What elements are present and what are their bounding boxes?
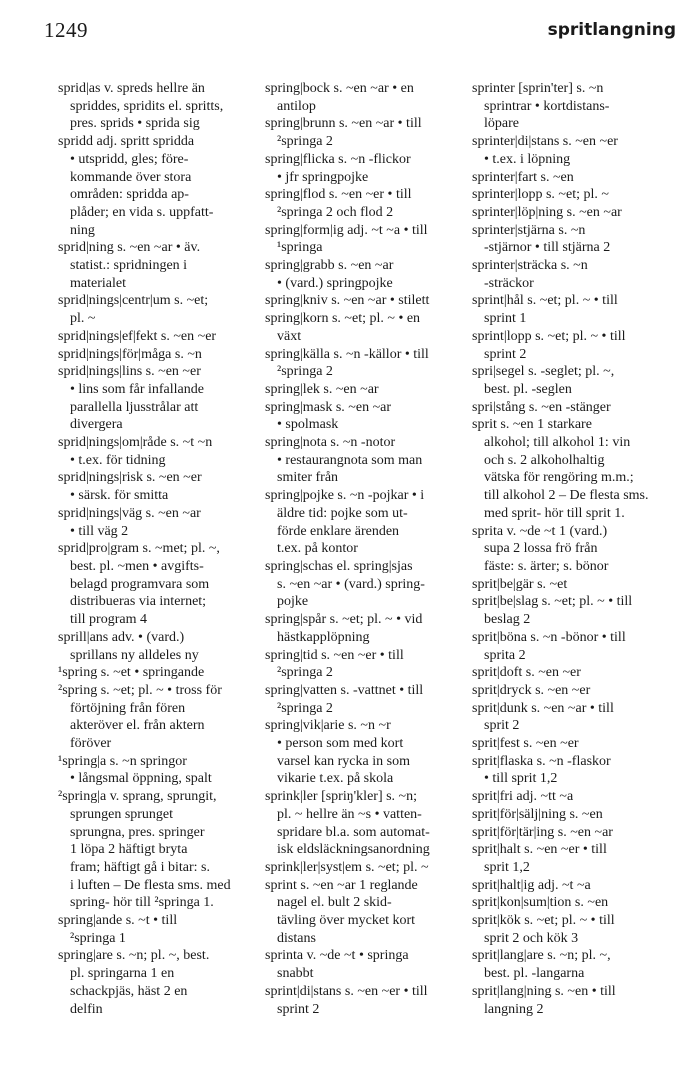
dictionary-entry: sprid|nings|väg s. ~en ~ar • till väg 2 [58, 505, 201, 539]
dictionary-entry: sprink|ler [spriŋ'kler] s. ~n; pl. ~ hellre än ~s • vatten- spridare bl.a. som automat- isk eldsläckningsanordning [265, 789, 430, 858]
dictionary-entry: sprid|nings|centr|um s. ~et; pl. ~ [58, 293, 209, 327]
dictionary-entry: spring|ande s. ~t • till ²springa 1 [58, 913, 178, 946]
dictionary-entry: ²spring s. ~et; pl. ~ • tross för förtöjning från fören akteröver el. från aktern föröver [58, 682, 222, 752]
dictionary-entry: spring|flicka s. ~n -flickor • jfr springpojke [265, 151, 411, 185]
dictionary-entry: spring|spår s. ~et; pl. ~ • vid hästkapplöpning [265, 612, 423, 645]
dictionary-entry: spring|tid s. ~en ~er • till ²springa 2 [265, 647, 404, 681]
dictionary-entry: sprita v. ~de ~t 1 (vard.) supa 2 lossa frö från fäste: s. ärter; s. bönor [472, 523, 609, 574]
dictionary-entry: spring|grabb s. ~en ~ar • (vard.) springpojke [265, 258, 394, 291]
dictionary-entry: spring|are s. ~n; pl. ~, best. pl. springarna 1 en schackpjäs, häst 2 en delfin [58, 948, 210, 1017]
dictionary-entry: sprit|kök s. ~et; pl. ~ • till sprit 2 och kök 3 [472, 913, 615, 946]
dictionary-entry: sprit|be|gär s. ~et [472, 576, 568, 592]
dictionary-entry: sprit|för|sälj|ning s. ~en [472, 806, 603, 822]
dictionary-entry: sprinter|löp|ning s. ~en ~ar [472, 204, 622, 220]
dictionary-entry: sprid|nings|lins s. ~en ~er • lins som får infallande parallella ljusstrålar att divergera [58, 364, 204, 433]
dictionary-entry: ¹spring s. ~et • springande [58, 665, 205, 681]
dictionary-entry: spri|segel s. -seglet; pl. ~, best. pl. -seglen [472, 364, 615, 397]
dictionary-entry: spring|korn s. ~et; pl. ~ • en växt [265, 311, 421, 344]
dictionary-entry: ¹spring|a s. ~n springor • långsmal öppning, spalt [58, 753, 212, 787]
dictionary-entry: sprit|fest s. ~en ~er [472, 736, 579, 752]
dictionary-entry: sprinter|di|stans s. ~en ~er • t.ex. i löpning [472, 134, 618, 167]
dictionary-entry: sprid|nings|om|råde s. ~t ~n • t.ex. för tidning [58, 435, 213, 468]
dictionary-entry: spring|kniv s. ~en ~ar • stilett [265, 293, 430, 309]
dictionary-entry: sprid|as v. spreds hellre än spriddes, spridits el. spritts, pres. sprids • sprida sig [58, 81, 224, 132]
dictionary-entry: sprinter|sträcka s. ~n -sträckor [472, 258, 588, 291]
page-number: 1249 [44, 18, 88, 42]
dictionary-entry: sprint s. ~en ~ar 1 reglande nagel el. bult 2 skid- tävling över mycket kort distans [265, 877, 418, 946]
dictionary-entry: sprid|nings|för|måga s. ~n [58, 346, 202, 362]
dictionary-entry: sprit|flaska s. ~n -flaskor • till sprit 1,2 [472, 753, 611, 787]
dictionary-entry: sprit|för|tär|ing s. ~en ~ar [472, 824, 613, 840]
dictionary-entry: sprit s. ~en 1 starkare alkohol; till alkohol 1: vin och s. 2 alkoholhaltig vätska för rengöring m.m.; till alkohol 2 – De flesta sms. med sprit- hör till sprit 1. [472, 417, 649, 521]
dictionary-entry: spring|källa s. ~n -källor • till ²springa 2 [265, 346, 429, 380]
dictionary-entry: sprinta v. ~de ~t • springa snabbt [265, 948, 409, 982]
dictionary-column-3 [472, 80, 682, 1018]
dictionary-entry: sprinter|stjärna s. ~n -stjärnor • till stjärna 2 [472, 222, 611, 256]
dictionary-entry: spring|form|ig adj. ~t ~a • till ¹springa [265, 222, 428, 256]
dictionary-entry: sprit|be|slag s. ~et; pl. ~ • till beslag 2 [472, 594, 633, 628]
dictionary-entry: spring|pojke s. ~n -pojkar • i äldre tid: pojke som ut- förde enklare ärenden t.ex. på kontor [265, 488, 425, 557]
dictionary-entry: sprit|doft s. ~en ~er [472, 665, 581, 681]
dictionary-entry: sprit|dunk s. ~en ~ar • till sprit 2 [472, 700, 614, 734]
dictionary-entry: spridd adj. spritt spridda • utspridd, gles; före- kommande över stora områden: spridda ap- plåder; en vida s. uppfatt- ning [58, 134, 214, 238]
dictionary-entry: sprint|di|stans s. ~en ~er • till sprint 2 [265, 983, 428, 1017]
dictionary-entry: sprit|dryck s. ~en ~er [472, 682, 591, 698]
dictionary-entry: sprid|nings|ef|fekt s. ~en ~er [58, 328, 217, 344]
dictionary-entry: spri|stång s. ~en -stänger [472, 399, 611, 415]
dictionary-entry: sprinter|fart s. ~en [472, 169, 574, 185]
dictionary-entry: spring|mask s. ~en ~ar • spolmask [265, 399, 392, 433]
dictionary-entry: sprit|halt|ig adj. ~t ~a [472, 877, 591, 893]
dictionary-entry: sprid|nings|risk s. ~en ~er • särsk. för smitta [58, 470, 202, 504]
dictionary-entry: spring|bock s. ~en ~ar • en antilop [265, 81, 414, 114]
dictionary-column-2 [265, 80, 461, 1018]
dictionary-entry: sprinter|lopp s. ~et; pl. ~ [472, 187, 609, 203]
dictionary-column-1 [58, 80, 248, 1018]
dictionary-entry: spring|vik|arie s. ~n ~r • person som med kort varsel kan rycka in som vikarie t.ex. på skola [265, 718, 410, 787]
dictionary-entry: sprid|ning s. ~en ~ar • äv. statist.: spridningen i materialet [58, 240, 201, 291]
dictionary-entry: sprit|fri adj. ~tt ~a [472, 789, 574, 805]
dictionary-entry: spring|brunn s. ~en ~ar • till ²springa 2 [265, 116, 422, 150]
dictionary-entry: sprink|ler|syst|em s. ~et; pl. ~ [265, 859, 429, 875]
dictionary-entry: sprit|kon|sum|tion s. ~en [472, 895, 609, 911]
dictionary-entry: ²spring|a v. sprang, sprungit, sprungen sprunget sprungna, pres. springer 1 löpa 2 häftigt bryta fram; häftigt gå i bitar: s. i luften – De flesta sms. med spring- hör till ²springa 1. [58, 789, 231, 911]
dictionary-entry: sprit|lang|ning s. ~en • till langning 2 [472, 983, 616, 1017]
dictionary-entry: sprint|lopp s. ~et; pl. ~ • till sprint 2 [472, 328, 626, 362]
dictionary-entry: spring|lek s. ~en ~ar [265, 381, 379, 397]
dictionary-entry: spring|vatten s. -vattnet • till ²springa 2 [265, 682, 424, 716]
dictionary-entry: sprid|pro|gram s. ~met; pl. ~, best. pl. ~men • avgifts- belagd programvara som distribueras via internet; till program 4 [58, 541, 220, 628]
dictionary-entry: spring|flod s. ~en ~er • till ²springa 2 och flod 2 [265, 187, 412, 220]
dictionary-entry: spring|nota s. ~n -notor • restaurangnota som man smiter från [265, 435, 423, 486]
dictionary-entry: sprit|lang|are s. ~n; pl. ~, best. pl. -langarna [472, 948, 611, 982]
dictionary-entry: sprit|böna s. ~n -bönor • till sprita 2 [472, 629, 626, 663]
dictionary-entry: sprinter [sprin'ter] s. ~n sprintrar • kortdistans- löpare [472, 81, 610, 132]
dictionary-entry: spring|schas el. spring|sjas s. ~en ~ar • (vard.) spring- pojke [265, 558, 425, 610]
dictionary-entry: sprint|hål s. ~et; pl. ~ • till sprint 1 [472, 293, 618, 327]
running-head: spritlangning [547, 20, 676, 40]
dictionary-entry: sprill|ans adv. • (vard.) sprillans ny alldeles ny [58, 629, 199, 663]
dictionary-entry: sprit|halt s. ~en ~er • till sprit 1,2 [472, 842, 607, 875]
